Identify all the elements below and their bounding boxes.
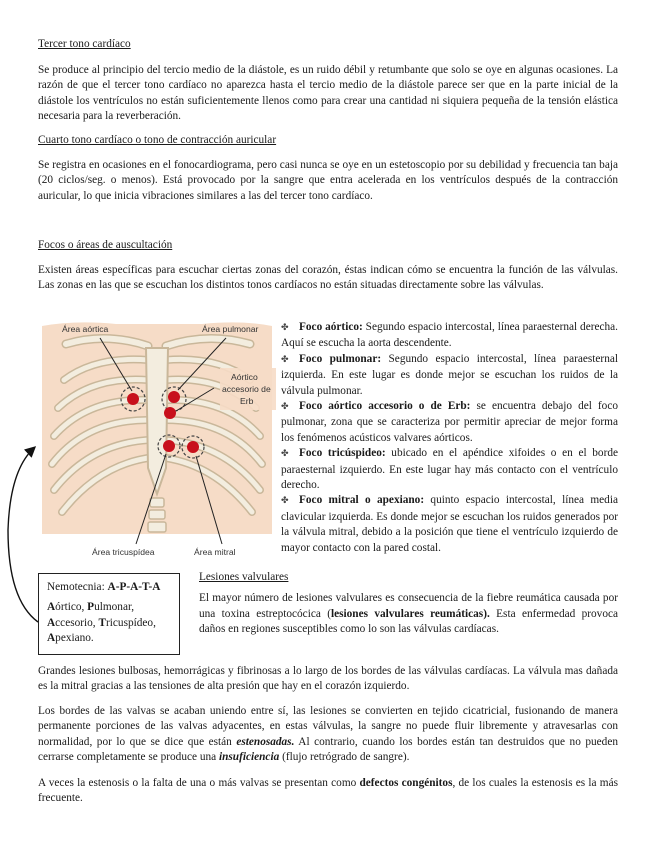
heading-third-heart-sound: Tercer tono cardíaco [38,38,131,50]
bullet-icon: ✤ [281,323,289,333]
paragraph-third-heart-sound: Se produce al principio del tercio medio de la diástole, es un ruido débil y retumbante que solo se oye en algunas ocasiones. La razón de que el tercer tono cardíaco no aparezca hasta el tercio medio de la diástole parece ser que en la parte inicial de la diástole los ventrículos no están suficientemente llenos como para crear una cantidad ni siquiera pequeña de la tensión elástica necesaria para la reverberación. [38,64,618,123]
label-tricuspid-area: Área tricuspídea [92,547,155,557]
focus-item-erb: ✤ Foco aórtico accesorio o de Erb: se encuentra debajo del foco pulmonar, zona que se caracteriza por permitir apreciar de mejor forma los fenómenos acústicos valvares aórticos. [281,400,618,444]
focus-item-aortic: ✤ Foco aórtico: Segundo espacio intercostal, línea paraesternal derecha. Aquí se escucha la aorta descendente. [281,321,618,350]
paragraph-lesions-1: El mayor número de lesiones valvulares es consecuencia de la fiebre reumática causada por una toxina estreptocócica (lesiones valvulares reumáticas). Esta enfermedad provoca daños en regiones susceptibles como lo son las válvulas cardíacas. [199,592,618,636]
bullet-icon: ✤ [281,496,289,507]
erb-focus-dot [164,407,176,419]
mnemonic-box [38,573,180,655]
label-erb-line2: accesorio de [222,384,271,394]
pulmonary-focus-dot [168,391,180,403]
tricuspid-focus-dot [163,440,175,452]
label-aortic-area: Área aórtica [62,324,109,334]
paragraph-lesions-2: Grandes lesiones bulbosas, hemorrágicas y fibrinosas a lo largo de los bordes de las válvulas cardíacas. La válvula mas dañada es la mitral gracias a las tensiones de alta presión que hay en el corazón izquierdo. [38,665,618,693]
mnemonic-title: Nemotecnia: A-P-A-T-A [47,581,161,593]
heading-fourth-heart-sound: Cuarto tono cardíaco o tono de contracción auricular [38,134,277,146]
paragraph-lesions-3: Los bordes de las valvas se acaban uniendo entre sí, las lesiones se convierten en tejido cicatricial, fusionando de manera permanente porciones de las valvas adyacentes, en estas válvulas, la sangre no puede fluir libremente y atravesarlas con normalidad, por lo que se dice que están estenosadas. Al contrario, cuando los bordes están tan destruidos que no pueden cerrarse completamente se produce una insuficiencia (flujo retrógrado de sangre). [38,705,618,764]
paragraph-foci-intro: Existen áreas específicas para escuchar ciertas zonas del corazón, éstas indican cómo se encuentra la función de las válvulas. Las zonas en las que se escuchan los distintos tonos cardíacos no están situadas directamente sobre las válvulas. [38,264,618,292]
auscultation-chest-figure [36,318,278,562]
sternum [146,348,168,494]
label-pulmonary-area: Área pulmonar [202,324,259,334]
focus-item-mitral: ✤ Foco mitral o apexiano: quinto espacio intercostal, línea media clavicular izquierda. Es donde mejor se escuchan los ruidos generados por la válvula mitral, debido a la posición que tiene el ventrículo izquierdo de mayor contacto con la pared costal. [281,494,618,554]
label-erb-line3: Erb [240,396,254,406]
focus-item-tricuspid: ✤ Foco tricúspideo: ubicado en el apéndice xifoides o en el borde paraesternal izquierdo. En este lugar hay más contacto con el ventrículo derecho. [281,447,618,492]
label-erb-line1: Aórtico [231,372,258,382]
heading-auscultation-foci: Focos o áreas de auscultación [38,239,173,251]
bullet-icon: ✤ [281,402,289,413]
heading-valvular-lesions: Lesiones valvulares [199,571,289,583]
spine [148,498,166,532]
bullet-icon: ✤ [281,354,289,365]
bullet-icon: ✤ [281,449,289,460]
mitral-focus-dot [187,441,199,453]
chest-illustration [36,318,278,562]
mnemonic-lines: Aórtico, Pulmonar, Accesorio, Tricuspídeo, Apexiano. [47,601,156,645]
arrow-icon [8,448,38,622]
paragraph-fourth-heart-sound: Se registra en ocasiones en el fonocardiograma, pero casi nunca se oye en un estetoscopio por su debilidad y frecuencia tan baja (20 ciclos/seg. o menos). Está provocado por la sangre que entra acelerada en los ventrículos después de la contracción auricular, lo que inicia vibraciones similares a las del tercer tono cardíaco. [38,159,618,202]
foci-list [281,320,618,556]
lesions-section [199,570,618,638]
focus-item-pulmonary: ✤ Foco pulmonar: Segundo espacio intercostal, línea paraesternal izquierda. En este lugar es donde mejor se escuchan los ruidos de la válvula pulmonar. [281,352,618,397]
label-mitral-area: Área mitral [194,547,236,557]
aortic-focus-dot [127,393,139,405]
paragraph-lesions-4: A veces la estenosis o la falta de una o más valvas se presentan como defectos congénitos, de los cuales la estenosis es la más frecuente. [38,777,618,805]
